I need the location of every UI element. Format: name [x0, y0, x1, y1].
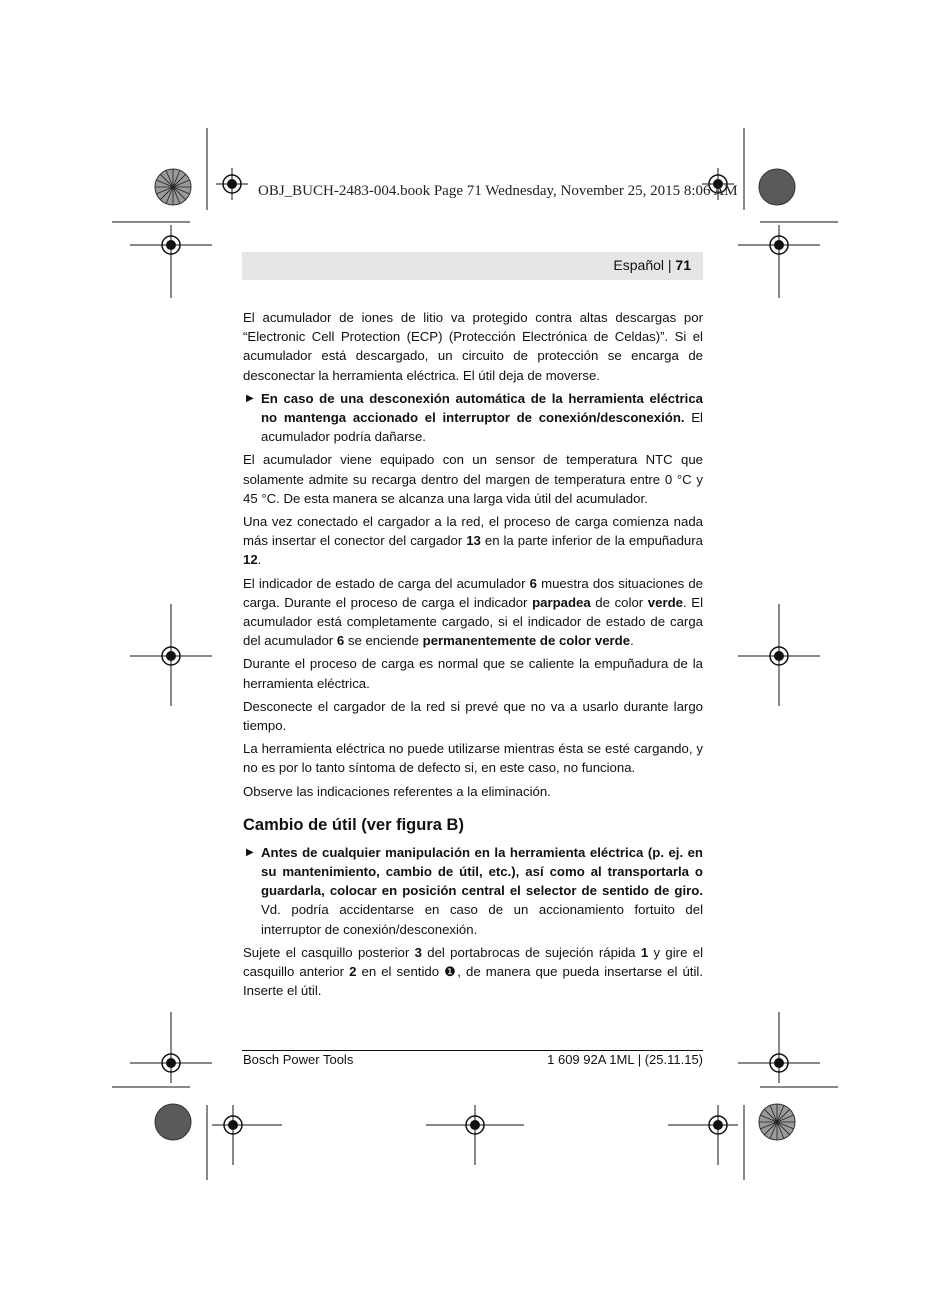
rotation-direction-symbol: ❶	[444, 964, 458, 980]
footer-doc-number: 1 609 92A 1ML | (25.11.15)	[547, 1052, 703, 1067]
footer-rule	[242, 1050, 703, 1051]
paragraph-no-use-charging: La herramienta eléctrica no puede utilizarse mientras ésta se esté cargando, y no es por lo tanto síntoma de defecto si, en este caso, no funciona.	[243, 741, 703, 776]
warning-text: Vd. podría accidentarse en caso de un accionamiento fortuito del interruptor de conexión/desconexión.	[261, 902, 703, 937]
paragraph-disposal: Observe las indicaciones referentes a la eliminación.	[243, 783, 551, 799]
section-heading: Cambio de útil (ver figura B)	[243, 815, 464, 834]
warning-auto-shutoff	[243, 389, 703, 447]
header-language: Español	[613, 257, 664, 273]
warning-direction-selector	[243, 843, 703, 939]
arrow-bullet-icon: ▶	[246, 846, 254, 858]
paragraph-insert-tool: Sujete el casquillo posterior 3 del portabrocas de sujeción rápida 1 y gire el casquillo anterior 2 en el sentido ❶, de manera que pueda insertarse el útil. Inserte el útil.	[243, 944, 703, 999]
paragraph-ntc: El acumulador viene equipado con un sensor de temperatura NTC que solamente admite su recarga dentro del margen de temperatura entre 0 °C y 45 °C. De esta manera se alcanza una larga vida útil del acumulador.	[243, 452, 703, 506]
warning-bold: En caso de una desconexión automática de la herramienta eléctrica no mantenga accionado el interruptor de conexión/desconexión.	[261, 390, 703, 426]
header-text: Español | 71	[613, 257, 691, 273]
registration-star-top-left	[155, 169, 191, 205]
book-file-line: OBJ_BUCH-2483-004.book Page 71 Wednesday, November 25, 2015 8:06 AM	[258, 183, 738, 199]
page-body	[243, 308, 703, 1005]
footer-brand: Bosch Power Tools	[243, 1052, 354, 1067]
paragraph-disconnect: Desconecte el cargador de la red si prevé que no va a usarlo durante largo tiempo.	[243, 698, 703, 734]
page-header	[242, 252, 703, 280]
arrow-bullet-icon: ▶	[246, 392, 254, 404]
paragraph-ecp: El acumulador de iones de litio va protegido contra altas descargas por “Electronic Cell Protection (ECP) (Protección Electrónica de Celdas)”. Si el acumulador está descargado, un circuito de protección se encarga de desconectar la herramienta eléctrica. El útil deja de moverse.	[243, 310, 703, 383]
paragraph-handle-warm: Durante el proceso de carga es normal que se caliente la empuñadura de la herramienta eléctrica.	[243, 656, 703, 691]
paragraph-charging: Una vez conectado el cargador a la red, el proceso de carga comienza nada más insertar el conector del cargador 13 en la parte inferior de la empuñadura 12.	[243, 514, 703, 568]
paragraph-indicator: El indicador de estado de carga del acumulador 6 muestra dos situaciones de carga. Durante el proceso de carga el indicador parpadea de color verde. El acumulador está completamente cargado, si el indicador de estado de carga del acumulador 6 se enciende permanentemente de color verde.	[243, 575, 703, 649]
warning-text: El acumulador podría dañarse.	[261, 410, 703, 445]
warning-bold: Antes de cualquier manipulación en la herramienta eléctrica (p. ej. en su mantenimiento, cambio de útil, etc.), así como al transportarla o guardarla, colocar en posición central el selector de sentido de giro.	[261, 844, 703, 899]
page-number: 71	[675, 257, 691, 273]
